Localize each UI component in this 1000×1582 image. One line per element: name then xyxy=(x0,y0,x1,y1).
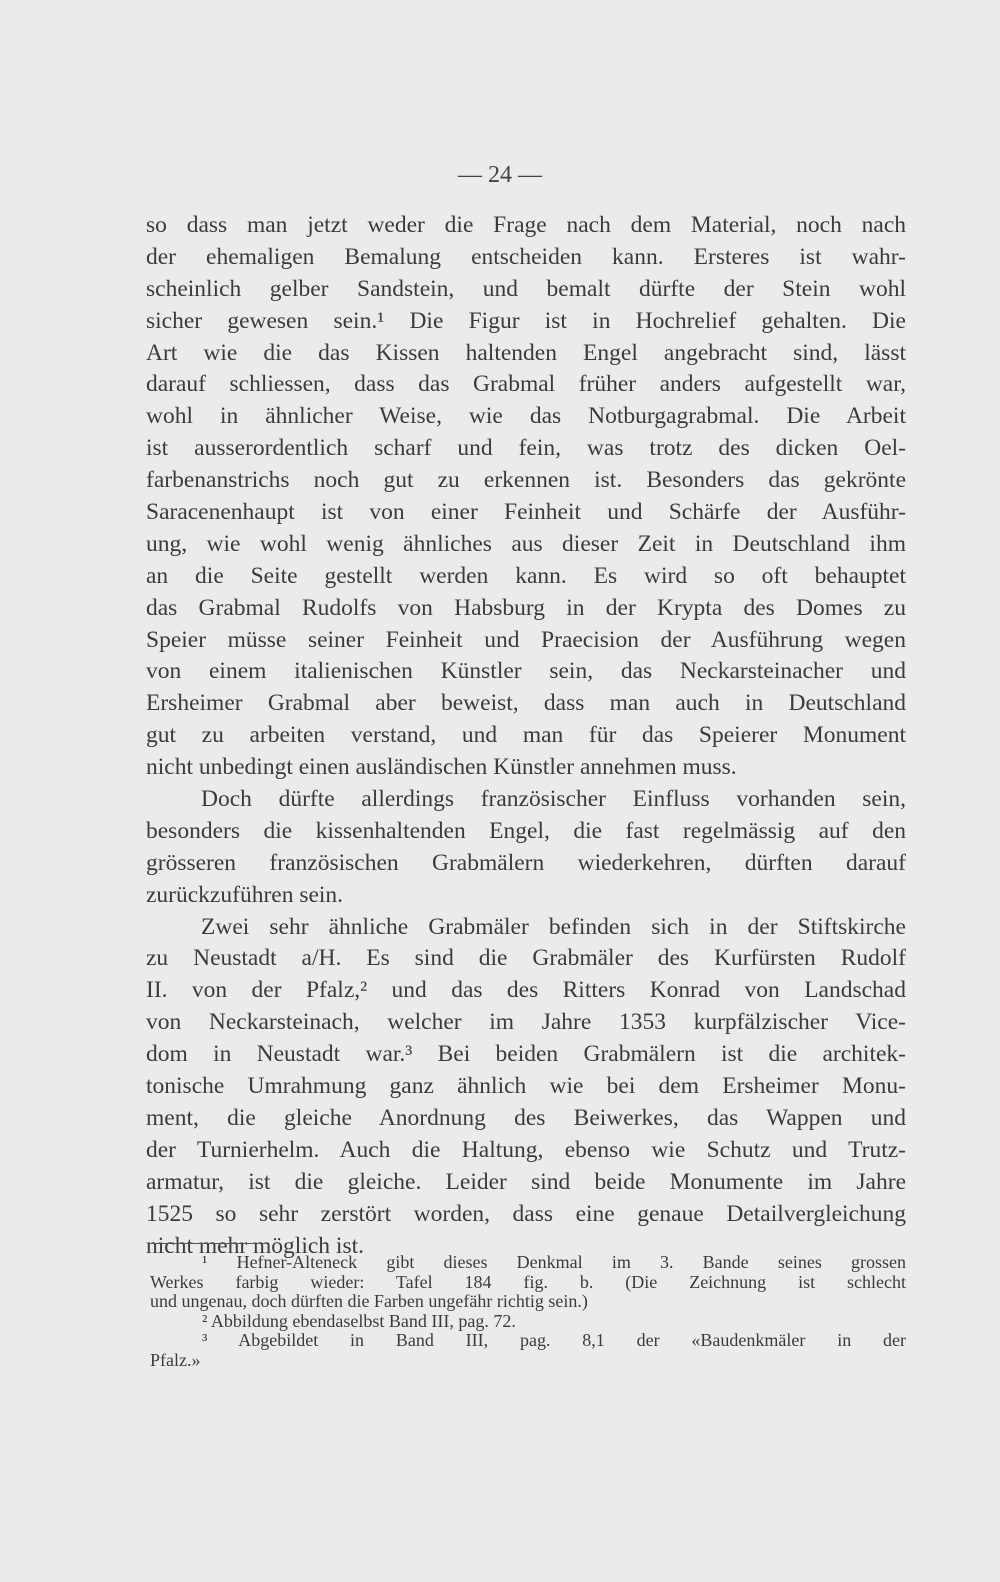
body-line: Art wie die das Kissen haltenden Engel angebracht sind, lässt xyxy=(146,339,906,366)
body-line: darauf schliessen, dass das Grabmal früher anders aufgestellt war, xyxy=(146,371,906,398)
body-line: besonders die kissenhaltenden Engel, die fast regelmässig auf den xyxy=(146,817,906,844)
body-line: farbenanstrichs noch gut zu erkennen ist. Besonders das gekrönte xyxy=(146,467,906,494)
footnote-line: Werkes farbig wieder: Tafel 184 fig. b. (Die Zeichnung ist schlecht xyxy=(150,1271,906,1292)
footnote-line: ¹ Hefner-Alteneck gibt dieses Denkmal im 3. Bande seines grossen xyxy=(202,1252,906,1272)
body-line: Doch dürfte allerdings französischer Einfluss vorhanden sein, xyxy=(201,786,906,813)
page-number: — 24 — xyxy=(458,162,542,188)
footnote-line: und ungenau, doch dürften die Farben ungefähr richtig sein.) xyxy=(150,1291,588,1311)
body-line: so dass man jetzt weder die Frage nach dem Material, noch nach xyxy=(146,212,906,238)
body-line: Saracenenhaupt ist von einer Feinheit und Schärfe der Ausführ- xyxy=(146,499,906,526)
footnote-line: ² Abbildung ebendaselbst Band III, pag. 72. xyxy=(202,1310,516,1331)
body-line: ment, die gleiche Anordnung des Beiwerkes, das Wappen und xyxy=(146,1104,906,1131)
body-line: nicht mehr möglich ist. xyxy=(146,1232,364,1259)
body-line: der Turnierhelm. Auch die Haltung, ebenso wie Schutz und Trutz- xyxy=(146,1136,906,1163)
body-line: dom in Neustadt war.³ Bei beiden Grabmälern ist die architek- xyxy=(146,1041,906,1068)
body-line: armatur, ist die gleiche. Leider sind beide Monumente im Jahre xyxy=(146,1168,906,1195)
body-line: ist ausserordentlich scharf und fein, was trotz des dicken Oel- xyxy=(146,435,906,462)
body-line: sicher gewesen sein.¹ Die Figur ist in Hochrelief gehalten. Die xyxy=(146,307,906,334)
footnote-divider xyxy=(152,1243,257,1244)
footnote-line: Pfalz.» xyxy=(150,1349,201,1370)
body-line: Ersheimer Grabmal aber beweist, dass man auch in Deutschland xyxy=(146,690,906,717)
body-line: nicht unbedingt einen ausländischen Künstler annehmen muss. xyxy=(146,754,737,781)
body-line: scheinlich gelber Sandstein, und bemalt dürfte der Stein wohl xyxy=(146,275,906,302)
body-text xyxy=(146,210,906,1262)
body-line: wohl in ähnlicher Weise, wie das Notburgagrabmal. Die Arbeit xyxy=(146,403,906,430)
body-line: gut zu arbeiten verstand, und man für das Speierer Monument xyxy=(146,722,906,749)
body-line: 1525 so sehr zerstört worden, dass eine genaue Detailvergleichung xyxy=(146,1200,906,1227)
body-line: Speier müsse seiner Feinheit und Praecision der Ausführung wegen xyxy=(146,626,906,653)
body-line: tonische Umrahmung ganz ähnlich wie bei dem Ersheimer Monu- xyxy=(146,1073,906,1100)
body-line: grösseren französischen Grabmälern wiederkehren, dürften darauf xyxy=(146,849,906,876)
body-line: das Grabmal Rudolfs von Habsburg in der Krypta des Domes zu xyxy=(146,594,906,621)
body-line: zu Neustadt a/H. Es sind die Grabmäler des Kurfürsten Rudolf xyxy=(146,945,906,972)
body-line: an die Seite gestellt werden kann. Es wird so oft behauptet xyxy=(146,562,906,589)
footnote-line: ³ Abgebildet in Band III, pag. 8,1 der «Baudenkmäler in der xyxy=(202,1330,906,1350)
body-line: von Neckarsteinach, welcher im Jahre 1353 kurpfälzischer Vice- xyxy=(146,1009,906,1036)
body-line: der ehemaligen Bemalung entscheiden kann. Ersteres ist wahr- xyxy=(146,243,906,270)
body-line: zurückzuführen sein. xyxy=(146,881,344,908)
footnotes xyxy=(150,1253,906,1370)
body-line: II. von der Pfalz,² und das des Ritters Konrad von Landschad xyxy=(146,977,906,1004)
body-line: Zwei sehr ähnliche Grabmäler befinden sich in der Stiftskirche xyxy=(201,913,906,940)
body-line: ung, wie wohl wenig ähnliches aus dieser Zeit in Deutschland ihm xyxy=(146,530,906,557)
body-line: von einem italienischen Künstler sein, das Neckarsteinacher und xyxy=(146,658,906,685)
